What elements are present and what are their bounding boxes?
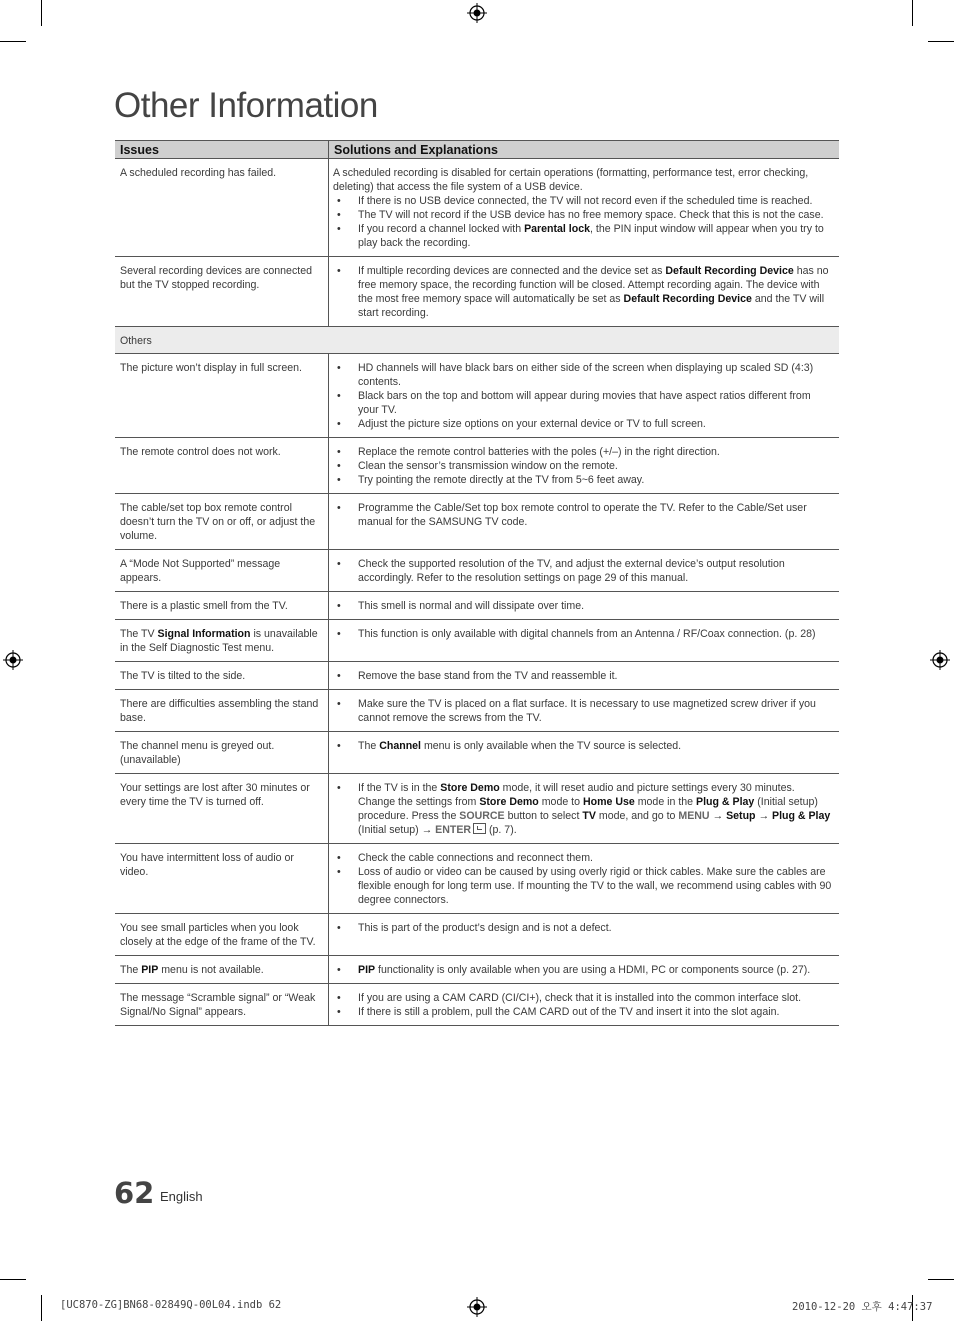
text: → <box>755 810 772 822</box>
issue-cell: You have intermittent loss of audio or video. <box>115 844 329 914</box>
table-row <box>115 159 839 257</box>
issue-cell: A “Mode Not Supported” message appears. <box>115 550 329 592</box>
solution-item: • HD channels will have black bars on either side of the screen when displaying up scaled SD (4:3) contents. <box>333 361 834 389</box>
crop-mark <box>928 41 954 42</box>
solution-cell <box>329 159 840 257</box>
solution-item: • If there is still a problem, pull the CAM CARD out of the TV and insert it into the slot again. <box>333 1005 834 1019</box>
text: (p. 7). <box>486 824 517 836</box>
table-row <box>115 438 839 494</box>
solution-cell <box>329 620 840 662</box>
solution-item: • Try pointing the remote directly at the TV from 5~6 feet away. <box>333 473 834 487</box>
solution-list <box>333 851 834 907</box>
text: functionality is only available when you are using a HDMI, PC or components source (p. 27). <box>375 964 811 976</box>
text: mode to <box>538 796 583 808</box>
solution-list <box>333 739 834 753</box>
text: (Initial setup) → <box>358 824 436 836</box>
text: has no free memory space, the recording function will be closed. Attempt recording again. The device with the most free memory space will automatically be set as <box>358 265 829 305</box>
solution-item: • This smell is normal and will dissipate over time. <box>333 599 834 613</box>
text: → <box>709 810 727 822</box>
registration-mark-icon <box>930 650 950 670</box>
enter-icon <box>473 823 486 834</box>
solution-item: • Loss of audio or video can be caused by using overly rigid or thick cables. Make sure the cables are flexible enough for long term use. If mounting the TV to the wall, we recommend using cables with 90 degree connectors. <box>333 865 834 907</box>
solution-cell <box>329 354 840 438</box>
solution-item <box>333 739 834 753</box>
page-number: 62 <box>114 1176 155 1210</box>
menu-term: PIP <box>141 964 159 976</box>
text: menu is only available when the TV source is selected. <box>421 740 682 752</box>
print-date-info: 2010-12-20 오후 4:47:37 <box>792 1301 933 1313</box>
table-row <box>115 620 839 662</box>
solution-list <box>333 697 834 725</box>
solution-item: • Programme the Cable/Set top box remote control to operate the TV. Refer to the Cable/Set user manual for the SAMSUNG TV code. <box>333 501 834 529</box>
menu-term: Plug & Play <box>696 796 755 808</box>
solution-item: • Clean the sensor’s transmission window on the remote. <box>333 459 834 473</box>
solution-list <box>333 194 834 250</box>
column-header-issues: Issues <box>115 141 329 159</box>
solution-cell <box>329 844 840 914</box>
menu-term: Plug & Play <box>772 810 831 822</box>
issue-cell: There is a plastic smell from the TV. <box>115 592 329 620</box>
solution-item: • Black bars on the top and bottom will appear during movies that have aspect ratios different from your TV. <box>333 389 834 417</box>
text: and the TV will start recording. <box>358 293 825 319</box>
table-row <box>115 662 839 690</box>
text: is unavailable in the Self Diagnostic Test menu. <box>120 628 318 654</box>
text: , the PIN input window will appear when you try to play back the recording. <box>358 223 824 249</box>
text: If multiple recording devices are connected and the device set as <box>358 265 666 277</box>
issue-cell <box>115 956 329 984</box>
issue-cell: Your settings are lost after 30 minutes or every time the TV is turned off. <box>115 774 329 844</box>
table-row <box>115 690 839 732</box>
solution-item: • Check the cable connections and reconnect them. <box>333 851 834 865</box>
table-row <box>115 257 839 327</box>
crop-mark <box>41 0 42 26</box>
table-row <box>115 984 839 1026</box>
solution-cell <box>329 494 840 550</box>
solution-list <box>333 781 834 837</box>
crop-mark <box>928 1279 954 1280</box>
menu-term: Default Recording Device <box>623 293 752 305</box>
table-row <box>115 494 839 550</box>
table-row <box>115 774 839 844</box>
registration-mark-icon <box>467 3 487 23</box>
crop-mark <box>0 1279 26 1280</box>
page-language: English <box>160 1189 203 1204</box>
menu-term: Setup <box>726 810 756 822</box>
issue-cell <box>115 620 329 662</box>
solution-list <box>333 963 834 977</box>
text: The <box>120 964 142 976</box>
page-title: Other Information <box>114 86 378 125</box>
solution-item: • Adjust the picture size options on your external device or TV to full screen. <box>333 417 834 431</box>
solution-item: • This function is only available with digital channels from an Antenna / RF/Coax connection. (p. 28) <box>333 627 834 641</box>
menu-term: Signal Information <box>157 628 251 640</box>
text: menu is not available. <box>158 964 264 976</box>
issue-cell: The cable/set top box remote control doesn’t turn the TV on or off, or adjust the volume. <box>115 494 329 550</box>
solution-cell <box>329 774 840 844</box>
issue-cell: The remote control does not work. <box>115 438 329 494</box>
solution-list <box>333 599 834 613</box>
menu-term: Store Demo <box>440 782 500 794</box>
solution-list <box>333 921 834 935</box>
solution-item: • If there is no USB device connected, the TV will not record even if the scheduled time is reached. <box>333 194 834 208</box>
solution-cell <box>329 956 840 984</box>
solution-cell <box>329 914 840 956</box>
solution-item: • Remove the base stand from the TV and reassemble it. <box>333 669 834 683</box>
solution-list <box>333 264 834 320</box>
solution-item: • This is part of the product’s design and is not a defect. <box>333 921 834 935</box>
solution-cell <box>329 438 840 494</box>
menu-term: Default Recording Device <box>665 265 794 277</box>
section-row <box>115 327 839 354</box>
print-file-info: [UC870-ZG]BN68-02849Q-00L04.indb 62 <box>60 1299 282 1311</box>
menu-term: Parental lock <box>524 223 591 235</box>
column-header-solutions: Solutions and Explanations <box>329 141 840 159</box>
text: mode in the <box>634 796 697 808</box>
text: The TV <box>120 628 158 640</box>
table-row <box>115 914 839 956</box>
text: button to select <box>504 810 583 822</box>
issue-cell: The picture won’t display in full screen. <box>115 354 329 438</box>
solution-item <box>333 963 834 977</box>
solution-cell <box>329 257 840 327</box>
crop-mark <box>912 0 913 26</box>
text: mode, and go to <box>595 810 679 822</box>
solution-cell <box>329 732 840 774</box>
button-key: SOURCE <box>459 810 505 822</box>
table-row <box>115 592 839 620</box>
issue-cell: The channel menu is greyed out. (unavailable) <box>115 732 329 774</box>
menu-term: Channel <box>379 740 421 752</box>
menu-term: Store Demo <box>479 796 539 808</box>
solution-list <box>333 445 834 487</box>
solution-cell <box>329 690 840 732</box>
button-key: MENU <box>678 810 710 822</box>
solution-item: • Make sure the TV is placed on a flat surface. It is necessary to use magnetized screw driver if you cannot remove the screws from the TV. <box>333 697 834 725</box>
solution-item: • If you are using a CAM CARD (CI/CI+), check that it is installed into the common interface slot. <box>333 991 834 1005</box>
solution-intro: A scheduled recording is disabled for certain operations (formatting, performance test, error checking, deleting) that access the file system of a USB device. <box>333 167 809 193</box>
solution-list <box>333 991 834 1019</box>
solution-list <box>333 361 834 431</box>
text: The <box>358 740 380 752</box>
issue-cell: Several recording devices are connected but the TV stopped recording. <box>115 257 329 327</box>
section-label: Others <box>115 327 839 354</box>
menu-term: TV <box>582 810 596 822</box>
registration-mark-icon <box>3 650 23 670</box>
issue-cell: The message “Scramble signal” or “Weak Signal/No Signal” appears. <box>115 984 329 1026</box>
solution-cell <box>329 550 840 592</box>
issue-cell: A scheduled recording has failed. <box>115 159 329 257</box>
solution-item <box>333 264 834 320</box>
issue-cell: You see small particles when you look closely at the edge of the frame of the TV. <box>115 914 329 956</box>
solution-item: • The TV will not record if the USB device has no free memory space. Check that this is not the case. <box>333 208 834 222</box>
issue-cell: There are difficulties assembling the stand base. <box>115 690 329 732</box>
text: If the TV is in the <box>358 782 441 794</box>
solution-cell <box>329 662 840 690</box>
issue-cell: The TV is tilted to the side. <box>115 662 329 690</box>
solution-cell <box>329 592 840 620</box>
solution-list <box>333 501 834 529</box>
solution-cell <box>329 984 840 1026</box>
table-row <box>115 550 839 592</box>
troubleshooting-table <box>115 140 839 1026</box>
menu-term: PIP <box>358 964 376 976</box>
table-header-row <box>115 141 839 159</box>
registration-mark-icon <box>467 1297 487 1317</box>
solution-list <box>333 557 834 585</box>
solution-list <box>333 627 834 641</box>
text: mode, it will reset audio and picture settings every 30 minutes. Change the settings from <box>358 782 795 808</box>
table-row <box>115 844 839 914</box>
solution-item <box>333 781 834 837</box>
solution-item: • Replace the remote control batteries with the poles (+/–) in the right direction. <box>333 445 834 459</box>
table-row <box>115 354 839 438</box>
table-row <box>115 732 839 774</box>
solution-item <box>333 222 834 250</box>
table-row <box>115 956 839 984</box>
crop-mark <box>41 1295 42 1321</box>
crop-mark <box>0 41 26 42</box>
text: If you record a channel locked with <box>358 223 525 235</box>
menu-term: Home Use <box>582 796 635 808</box>
solution-list <box>333 669 834 683</box>
solution-item: • Check the supported resolution of the TV, and adjust the external device’s output resolution accordingly. Refer to the resolution settings on page 29 of this manual. <box>333 557 834 585</box>
text: (Initial setup) procedure. Press the <box>358 796 818 822</box>
button-key: ENTER <box>435 824 472 836</box>
